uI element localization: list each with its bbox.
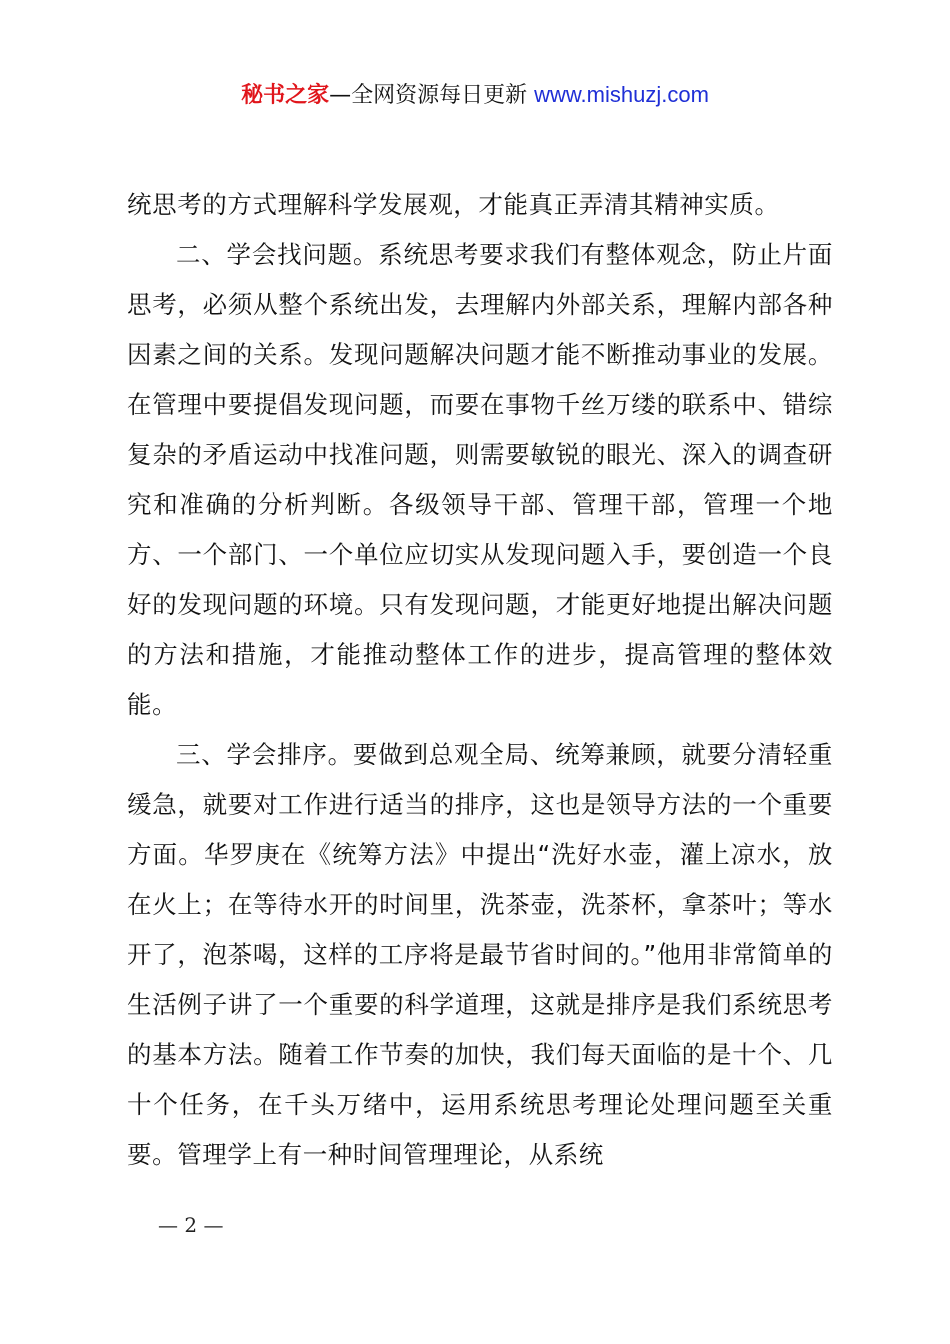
site-url[interactable]: www.mishuzj.com [534, 82, 709, 107]
site-header [0, 78, 950, 113]
page-number: — 2 — [158, 1213, 224, 1237]
brand-name: 秘书之家 [241, 83, 330, 108]
paragraph-find-problems: 二、学会找问题。系统思考要求我们有整体观念，防止片面思考，必须从整个系统出发，去理解内外部关系，理解内部各种因素之间的关系。发现问题解决问题才能不断推动事业的发展。在管理中要提倡发现问题，而要在事物千丝万缕的联系中、错综复杂的矛盾运动中找准问题，则需要敏锐的眼光、深入的调查研究和准确的分析判断。各级领导干部、管理干部，管理一个地方、一个部门、一个单位应切实从发现问题入手，要创造一个良好的发现问题的环境。只有发现问题，才能更好地提出解决问题的方法和措施，才能推动整体工作的进步，提高管理的整体效能。 [127, 240, 833, 719]
paragraph-continuation: 统思考的方式理解科学发展观，才能真正弄清其精神实质。 [127, 190, 780, 219]
header-tagline: —全网资源每日更新 [329, 83, 535, 108]
paragraph-prioritize: 三、学会排序。要做到总观全局、统筹兼顾，就要分清轻重缓急，就要对工作进行适当的排序，这也是领导方法的一个重要方面。华罗庚在《统筹方法》中提出“洗好水壶，灌上凉水，放在火上；在等待水开的时间里，洗茶壶，洗茶杯，拿茶叶；等水开了，泡茶喝，这样的工序将是最节省时间的。”他用非常简单的生活例子讲了一个重要的科学道理，这就是排序是我们系统思考的基本方法。随着工作节奏的加快，我们每天面临的是十个、几十个任务，在千头万绪中，运用系统思考理论处理问题至关重要。管理学上有一种时间管理理论，从系统 [127, 740, 833, 1169]
document-body [127, 180, 833, 1180]
